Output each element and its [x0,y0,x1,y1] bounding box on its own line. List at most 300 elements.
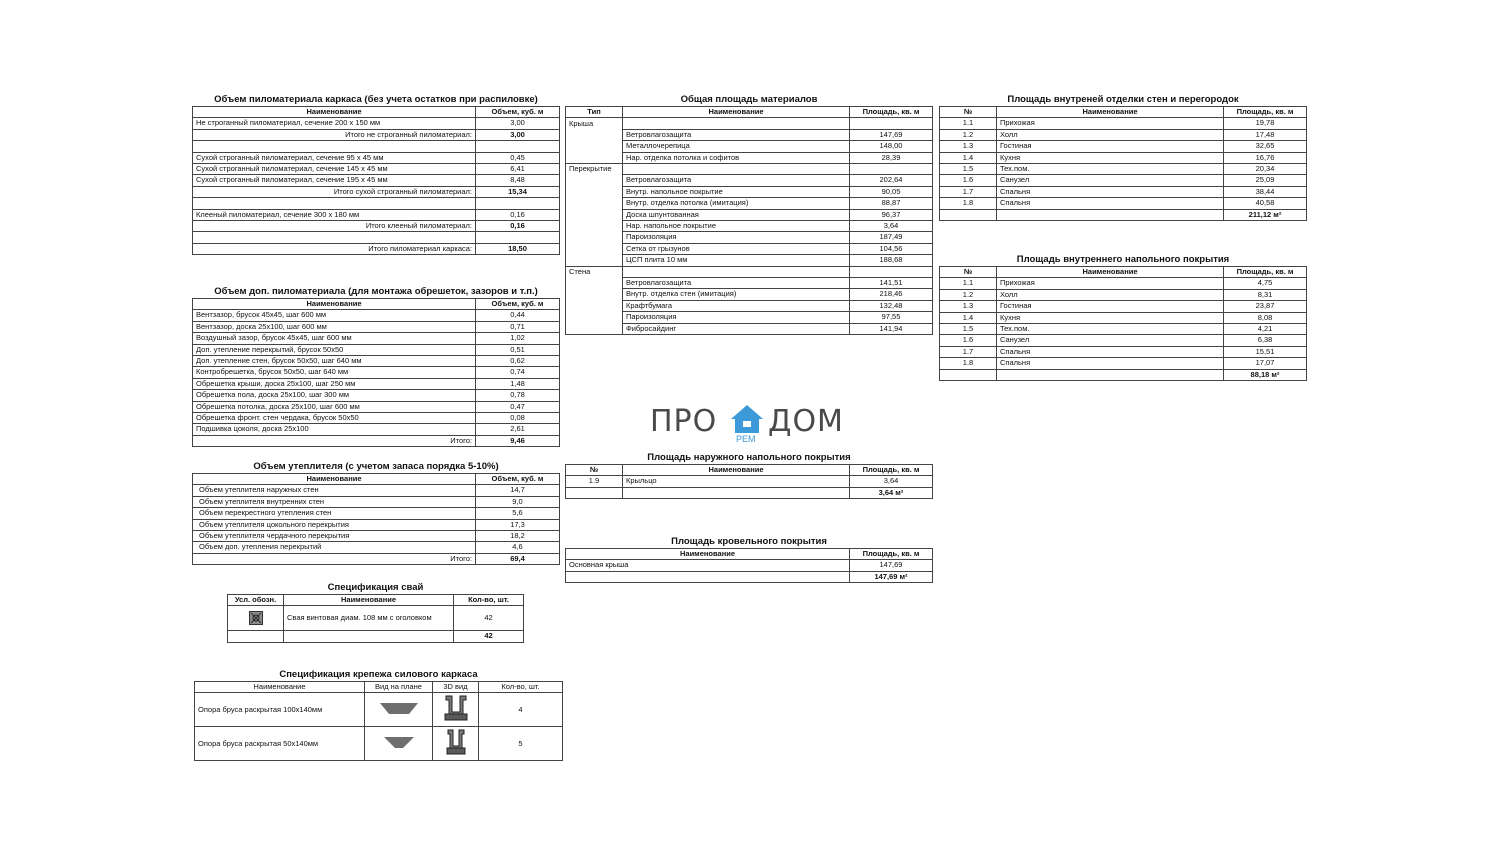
col-header-plan-view: Вид на плане [365,682,433,693]
table-row [940,346,1307,357]
cell-name: Объем перекрестного утепления стен [193,508,476,519]
cell-name: Нар. напольное покрытие [623,221,850,232]
cell-name: Крыльцо [623,476,850,487]
table-row [566,175,933,186]
cell-qty: 4 [479,693,563,727]
cell-value: 188,68 [850,255,933,266]
cell-value: 88,87 [850,198,933,209]
empty-cell [228,631,284,642]
total-row [940,209,1307,220]
cell-value [476,198,560,209]
cell-value: 6,38 [1224,335,1307,346]
cell-value: 0,45 [476,152,560,163]
cell-number: 1.2 [940,289,997,300]
table-row [566,255,933,266]
cell-number: 1.4 [940,312,997,323]
cell-name: Металлочерепица [623,141,850,152]
empty-cell [997,369,1224,380]
group-spacer [566,129,623,140]
col-header-name: Наименование [193,474,476,485]
table-row [566,186,933,197]
cell-value: 14,7 [476,485,560,496]
table-row [193,321,560,332]
table-header-row [228,595,524,606]
cell-name: Контробрешетка, брусок 50х50, шаг 640 мм [193,367,476,378]
cell-number: 1.8 [940,198,997,209]
group-row [566,118,933,129]
inner-floor-block [939,253,1307,381]
cell-number: 1.2 [940,129,997,140]
cell-value: 15,51 [1224,346,1307,357]
cell-name: Не строганный пиломатериал, сечение 200 х 150 мм [193,118,476,129]
cell-value [476,141,560,152]
pile-name: Свая винтовая диам. 108 мм с оголовком [284,606,454,631]
cell-value: 147,69 [850,129,933,140]
cell-value: 18,2 [476,531,560,542]
table-row [193,496,560,507]
total-row [193,435,560,446]
col-header-volume: Объем, куб. м [476,107,560,118]
table-row [566,198,933,209]
bracket-3d-icon [445,728,467,756]
group-row [566,266,933,277]
cell-name: Внутр. отделка стен (имитация) [623,289,850,300]
empty-cell [566,487,623,498]
cell-name: Вентзазор, брусок 45х45, шаг 600 мм [193,310,476,321]
cell-value: 218,46 [850,289,933,300]
cell-name [193,232,476,243]
subtotal-value: 3,00 [476,129,560,140]
frame-lumber-block [192,93,560,255]
cell-name: Подшивка цоколя, доска 25х100 [193,424,476,435]
bracket-plan-icon [379,701,419,715]
logo-dom: ДОМ [768,404,844,439]
table-row [940,164,1307,175]
frame-lumber-title: Объем пиломатериала каркаса (без учета остатков при распиловке) [214,94,538,105]
col-header-area: Площадь, кв. м [1224,107,1307,118]
table-row [193,378,560,389]
frame-lumber-table [192,106,560,255]
empty-cell [623,164,850,175]
cell-name: Спальня [997,186,1224,197]
table-row [193,344,560,355]
col-header-number: № [566,465,623,476]
table-row [566,560,933,571]
cell-number: 1.5 [940,164,997,175]
group-spacer [566,232,623,243]
cell-name: Санузел [997,335,1224,346]
extra-lumber-table [192,298,560,447]
cell-value: 4,75 [1224,278,1307,289]
table-row [193,118,560,129]
cell-value: 17,07 [1224,358,1307,369]
cell-name: Доска шпунтованная [623,209,850,220]
total-value: 69,4 [476,553,560,564]
total-value: 88,18 м² [1224,369,1307,380]
cell-number: 1.9 [566,476,623,487]
group-spacer [566,312,623,323]
materials-block [565,93,933,335]
walls-table [939,106,1307,221]
table-row [566,300,933,311]
cell-number: 1.4 [940,152,997,163]
cell-name: Пароизоляция [623,312,850,323]
cell-name: Гостиная [997,141,1224,152]
view-3d-cell [433,693,479,727]
cell-value: 0,78 [476,390,560,401]
table-header-row [940,107,1307,118]
cell-value: 8,48 [476,175,560,186]
group-spacer [566,186,623,197]
table-row [193,485,560,496]
fasteners-table [194,681,563,761]
cell-value: 1,48 [476,378,560,389]
logo-rem: РЕМ [736,434,756,444]
cell-name: Спальня [997,346,1224,357]
cell-value: 2,61 [476,424,560,435]
empty-cell [623,487,850,498]
logo-pro: ПРО [650,404,718,439]
cell-name [193,198,476,209]
cell-value: 97,55 [850,312,933,323]
cell-name: Обрешетка фронт. стен чердака, брусок 50х50 [193,413,476,424]
pile-symbol-cell [228,606,284,631]
cell-value: 4,6 [476,542,560,553]
cell-name: Спальня [997,358,1224,369]
empty-cell [566,571,850,582]
table-row [940,312,1307,323]
cell-number: 1.6 [940,175,997,186]
col-header-name: Наименование [623,107,850,118]
bracket-plan-icon [383,735,415,749]
cell-value: 141,51 [850,278,933,289]
table-header-row [566,549,933,560]
cell-name: Ветровлагозащита [623,129,850,140]
table-header-row [193,107,560,118]
cell-value: 0,47 [476,401,560,412]
total-label: Итого: [193,435,476,446]
cell-name: Внутр. отделка потолка (имитация) [623,198,850,209]
table-row [566,476,933,487]
col-header-name: Наименование [623,465,850,476]
cell-name: Объем утеплителя наружных стен [193,485,476,496]
piles-table [227,594,524,643]
total-row [940,369,1307,380]
cell-value: 1,02 [476,333,560,344]
cell-name: Кухня [997,312,1224,323]
outer-floor-table [565,464,933,499]
table-header-row [195,682,563,693]
cell-name: Сухой строганный пиломатериал, сечение 195 х 45 мм [193,175,476,186]
cell-number: 1.6 [940,335,997,346]
cell-qty: 5 [479,727,563,761]
col-header-symbol: Усл. обозн. [228,595,284,606]
table-row [940,278,1307,289]
cell-number: 1.8 [940,358,997,369]
table-row [193,152,560,163]
table-row [940,301,1307,312]
cell-value: 0,51 [476,344,560,355]
cell-name: Основная крыша [566,560,850,571]
total-row [566,571,933,582]
table-row [940,175,1307,186]
group-spacer [566,152,623,163]
total-row [228,631,524,642]
cell-number: 1.1 [940,278,997,289]
inner-floor-title: Площадь внутреннего напольного покрытия [1016,254,1230,265]
cell-name: Фибросайдинг [623,323,850,334]
subtotal-label: Итого сухой строганный пиломатериал: [193,186,476,197]
cell-value: 96,37 [850,209,933,220]
group-row [566,164,933,175]
col-header-area: Площадь, кв. м [850,465,933,476]
table-row [193,164,560,175]
empty-cell [940,369,997,380]
cell-value: 9,0 [476,496,560,507]
group-spacer [566,300,623,311]
cell-name: Объем утеплителя цокольного перекрытия [193,519,476,530]
fasteners-block [194,668,563,761]
cell-name: Пароизоляция [623,232,850,243]
table-row [566,323,933,334]
table-row [193,356,560,367]
cell-name [193,141,476,152]
total-value: 211,12 м² [1224,209,1307,220]
walls-block [939,93,1307,221]
table-row [566,221,933,232]
table-row [193,424,560,435]
table-row [566,278,933,289]
cell-name: Гостиная [997,301,1224,312]
cell-name: Ветровлагозащита [623,278,850,289]
fasteners-title: Спецификация крепежа силового каркаса [279,669,478,680]
cell-number: 1.3 [940,301,997,312]
empty-cell [623,266,850,277]
cell-value: 23,87 [1224,301,1307,312]
cell-number: 1.3 [940,141,997,152]
table-row [193,542,560,553]
table-row [193,367,560,378]
group-type-roof: Крыша [566,118,623,129]
cell-value: 17,3 [476,519,560,530]
insulation-table [192,473,560,565]
cell-name: Сухой строганный пиломатериал, сечение 145 х 45 мм [193,164,476,175]
col-header-name: Наименование [566,549,850,560]
insulation-block [192,460,560,565]
table-row [193,310,560,321]
cell-number: 1.5 [940,324,997,335]
group-spacer [566,221,623,232]
cell-value: 6,41 [476,164,560,175]
subtotal-label: Итого не строганный пиломатериал: [193,129,476,140]
total-row [193,553,560,564]
group-spacer [566,209,623,220]
table-row [195,693,563,727]
group-type-wall: Стена [566,266,623,277]
house-icon [730,404,764,434]
piles-title: Спецификация свай [327,582,424,593]
pile-qty: 42 [454,606,524,631]
group-spacer [566,198,623,209]
plan-view-cell [365,693,433,727]
table-row [940,129,1307,140]
cell-value: 38,44 [1224,186,1307,197]
cell-name: Санузел [997,175,1224,186]
cell-value: 40,58 [1224,198,1307,209]
cell-name: Воздушный зазор, брусок 45х45, шаг 600 мм [193,333,476,344]
extra-lumber-block [192,285,560,447]
cell-value: 148,00 [850,141,933,152]
plan-view-cell [365,727,433,761]
pile-symbol-icon [249,611,263,625]
col-header-name: Наименование [997,107,1224,118]
cell-name: Тех.пом. [997,324,1224,335]
roofing-table [565,548,933,583]
cell-value: 16,76 [1224,152,1307,163]
cell-value: 202,64 [850,175,933,186]
col-header-qty: Кол-во, шт. [479,682,563,693]
cell-number: 1.1 [940,118,997,129]
total-value: 18,50 [476,243,560,254]
col-header-area: Площадь, кв. м [1224,267,1307,278]
cell-value: 0,08 [476,413,560,424]
materials-title: Общая площадь материалов [680,94,818,105]
cell-name: Сетка от грызунов [623,243,850,254]
cell-name: Внутр. напольное покрытие [623,186,850,197]
cell-name: Объем утеплителя чердачного перекрытия [193,531,476,542]
col-header-name: Наименование [193,299,476,310]
cell-name: Доп. утепление стен, брусок 50х50, шаг 640 мм [193,356,476,367]
cell-value: 8,08 [1224,312,1307,323]
table-row [566,129,933,140]
cell-name: Доп. утепление перекрытий, брусок 50х50 [193,344,476,355]
cell-value: 17,48 [1224,129,1307,140]
table-row [940,324,1307,335]
cell-value: 147,69 [850,560,933,571]
table-header-row [193,299,560,310]
table-header-row [193,474,560,485]
col-header-number: № [940,107,997,118]
group-spacer [566,243,623,254]
col-header-number: № [940,267,997,278]
table-row [193,141,560,152]
cell-name: Спальня [997,198,1224,209]
empty-cell [850,266,933,277]
cell-name: Ветровлагозащита [623,175,850,186]
inner-floor-table [939,266,1307,381]
cell-value: 25,09 [1224,175,1307,186]
cell-number: 1.7 [940,346,997,357]
col-header-name: Наименование [284,595,454,606]
table-row [193,243,560,254]
total-value: 3,64 м² [850,487,933,498]
cell-name: Обрешетка крыши, доска 25х100, шаг 250 мм [193,378,476,389]
group-spacer [566,289,623,300]
table-row [566,152,933,163]
col-header-volume: Объем, куб. м [476,299,560,310]
group-spacer [566,255,623,266]
table-row [193,519,560,530]
cell-value: 5,6 [476,508,560,519]
table-row [193,129,560,140]
cell-value: 0,16 [476,209,560,220]
empty-cell [940,209,997,220]
table-row [193,221,560,232]
table-row [193,531,560,542]
cell-value: 3,64 [850,476,933,487]
col-header-3d-view: 3D вид [433,682,479,693]
cell-number: 1.7 [940,186,997,197]
table-row [195,727,563,761]
total-value: 9,46 [476,435,560,446]
table-row [940,186,1307,197]
table-row [940,358,1307,369]
subtotal-value: 15,34 [476,186,560,197]
cell-value: 8,31 [1224,289,1307,300]
cell-name: Обрешетка пола, доска 25х100, шаг 300 мм [193,390,476,401]
cell-value: 0,44 [476,310,560,321]
table-row [228,606,524,631]
total-row [566,487,933,498]
roofing-block [565,535,933,583]
table-row [193,175,560,186]
col-header-name: Наименование [195,682,365,693]
table-row [193,198,560,209]
cell-name: Прихожая [997,118,1224,129]
table-row [193,413,560,424]
table-row [940,141,1307,152]
empty-cell [850,164,933,175]
cell-value: 3,00 [476,118,560,129]
cell-name: Обрешетка потолка, доска 25х100, шаг 600 мм [193,401,476,412]
piles-block [227,581,524,643]
table-row [193,390,560,401]
empty-cell [850,118,933,129]
cell-value: 132,48 [850,300,933,311]
cell-value: 0,71 [476,321,560,332]
table-row [193,209,560,220]
cell-value: 19,78 [1224,118,1307,129]
extra-lumber-title: Объем доп. пиломатериала (для монтажа обрешеток, зазоров и т.п.) [214,286,538,297]
subtotal-label: Итого клееный пиломатериал: [193,221,476,232]
group-type-floor: Перекрытие [566,164,623,175]
cell-name: Крафтбумага [623,300,850,311]
subtotal-value: 0,16 [476,221,560,232]
cell-value: 141,94 [850,323,933,334]
col-header-area: Площадь, кв. м [850,107,933,118]
empty-cell [997,209,1224,220]
cell-value: 187,49 [850,232,933,243]
col-header-name: Наименование [193,107,476,118]
materials-table [565,106,933,335]
cell-name: Сухой строганный пиломатериал, сечение 95 х 45 мм [193,152,476,163]
table-row [566,232,933,243]
cell-name: Клееный пиломатериал, сечение 300 х 180 мм [193,209,476,220]
group-spacer [566,278,623,289]
col-header-name: Наименование [997,267,1224,278]
cell-value: 20,34 [1224,164,1307,175]
outer-floor-title: Площадь наружного напольного покрытия [647,452,851,463]
view-3d-cell [433,727,479,761]
table-header-row [566,465,933,476]
cell-name: Опора бруса раскрытая 50х140мм [195,727,365,761]
cell-name: Прихожая [997,278,1224,289]
total-label: Итого: [193,553,476,564]
table-row [193,401,560,412]
cell-name: Вентзазор, доска 25х100, шаг 600 мм [193,321,476,332]
walls-title: Площадь внутреней отделки стен и перегородок [1007,94,1239,105]
cell-value: 0,62 [476,356,560,367]
